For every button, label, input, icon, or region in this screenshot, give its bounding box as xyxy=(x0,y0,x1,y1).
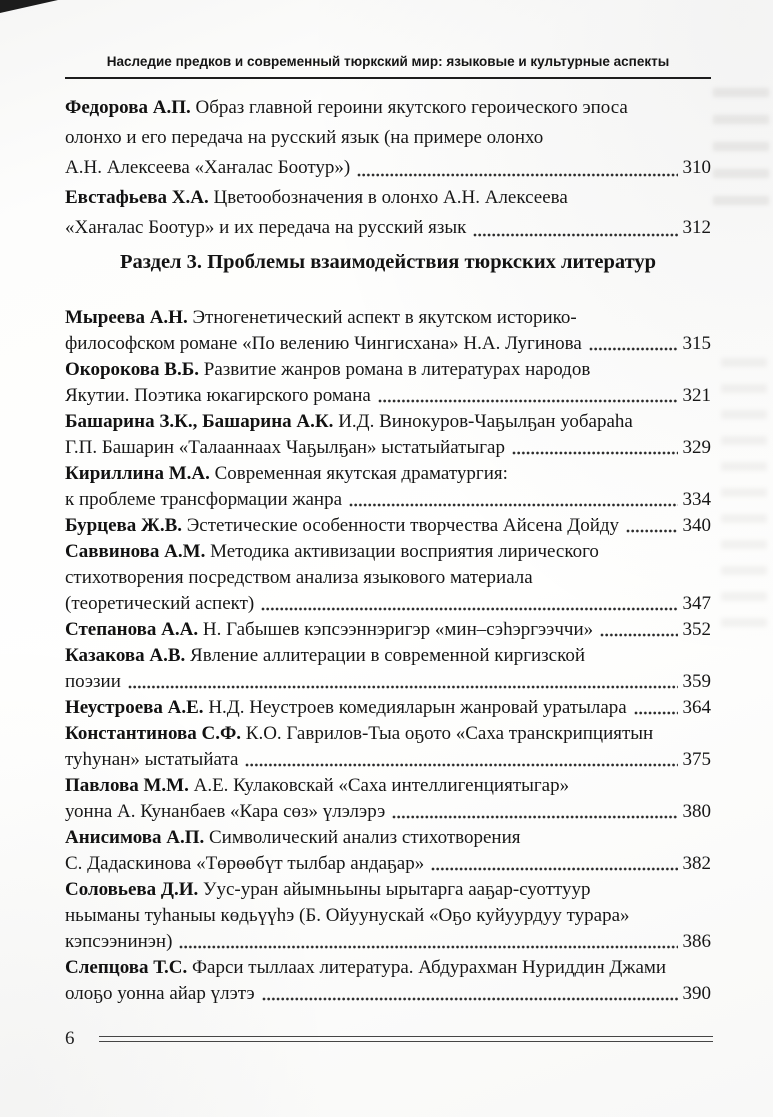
toc-line xyxy=(65,643,711,669)
toc-entry xyxy=(65,305,711,357)
dot-leader xyxy=(431,865,677,872)
dot-leader xyxy=(600,631,677,638)
dot-leader xyxy=(512,449,678,456)
toc-line xyxy=(65,877,711,903)
toc-line xyxy=(65,669,711,695)
entry-text: Степанова А.А. Н. Габышев кэпсээннэригэр «мин–сэһэргээччи» xyxy=(65,619,594,640)
entry-text: Соловьева Д.И. Уус-уран айымньыны ырытарга ааҕар-суоттуур xyxy=(65,879,591,900)
toc-entry xyxy=(65,93,711,183)
entry-text: Анисимова А.П. Символический анализ стихотворения xyxy=(65,827,521,848)
entry-text: Казакова А.В. Явление аллитерации в современной киргизской xyxy=(65,645,586,666)
dot-leader xyxy=(378,397,678,404)
toc-line xyxy=(65,903,711,929)
entry-author: Кириллина М.А. xyxy=(65,463,215,484)
entry-text: Бурцева Ж.В. Эстетические особенности творчества Айсена Дойду xyxy=(65,515,620,536)
dot-leader xyxy=(357,171,677,178)
entry-author: Павлова М.М. xyxy=(65,775,194,796)
entry-text: Федорова А.П. Образ главной героини якутского героического эпоса xyxy=(65,97,628,118)
dot-leader xyxy=(179,943,677,950)
entry-page-number: 329 xyxy=(682,437,711,458)
toc-entry xyxy=(65,877,711,955)
entry-author: Казакова А.В. xyxy=(65,645,191,666)
toc-entry xyxy=(65,721,711,773)
running-header xyxy=(65,54,711,79)
entry-page-number: 375 xyxy=(682,749,711,770)
toc-line xyxy=(65,409,711,435)
entry-author: Башарина З.К., Башарина А.К. xyxy=(65,411,339,432)
toc-line xyxy=(65,435,711,461)
toc-entry xyxy=(65,773,711,825)
running-header-text: Наследие предков и современный тюркский мир: языковые и культурные аспекты xyxy=(106,54,670,69)
entry-text: Мыреева А.Н. Этногенетический аспект в якутском историко- xyxy=(65,307,577,328)
entry-page-number: 315 xyxy=(682,333,711,354)
toc-line xyxy=(65,513,711,539)
entry-text: Якутии. Поэтика юкагирского романа xyxy=(65,385,371,406)
entry-text: Константинова С.Ф. К.О. Гаврилов-Тыа оҕото «Саха транскрипциятын xyxy=(65,723,654,744)
entry-text: ньыманы туһаныы көдьүүһэ (Б. Ойуунускай «Оҕо куйуурдуу турара» xyxy=(65,905,630,926)
toc-line xyxy=(65,383,711,409)
dot-leader xyxy=(261,605,677,612)
entry-author: Федорова А.П. xyxy=(65,97,196,118)
entry-text: стихотворения посредством анализа языкового материала xyxy=(65,567,533,588)
entry-text: Слепцова Т.С. Фарси тыллаах литература. Абдурахман Нуриддин Джами xyxy=(65,957,667,978)
toc-entry xyxy=(65,643,711,695)
toc-entry xyxy=(65,409,711,461)
folio-page-number: 6 xyxy=(65,1028,75,1049)
entry-text: Павлова М.М. А.Е. Кулаковскай «Саха интеллигенциятыгар» xyxy=(65,775,570,796)
toc-line xyxy=(65,487,711,513)
entry-page-number: 340 xyxy=(682,515,711,536)
entry-author: Слепцова Т.С. xyxy=(65,957,192,978)
dot-leader xyxy=(128,683,678,690)
toc-line xyxy=(65,695,711,721)
toc-line xyxy=(65,213,711,243)
toc-line xyxy=(65,773,711,799)
dot-leader xyxy=(626,527,677,534)
toc-line xyxy=(65,825,711,851)
dot-leader xyxy=(392,813,677,820)
toc-entry xyxy=(65,539,711,617)
dot-leader xyxy=(589,345,678,352)
dot-leader xyxy=(473,231,677,238)
entry-text: уонна А. Кунанбаев «Кара сөз» үлэлэрэ xyxy=(65,801,386,822)
dot-leader xyxy=(349,501,677,508)
toc-list xyxy=(65,93,711,1007)
entry-page-number: 386 xyxy=(682,931,711,952)
toc-line xyxy=(65,357,711,383)
entry-author: Неустроева А.Е. xyxy=(65,697,209,718)
entry-page-number: 347 xyxy=(682,593,711,614)
entry-author: Окорокова В.Б. xyxy=(65,359,204,380)
entry-text: (теоретический аспект) xyxy=(65,593,255,614)
toc-line xyxy=(65,591,711,617)
toc-line xyxy=(65,183,711,213)
toc-line xyxy=(65,981,711,1007)
toc-line xyxy=(65,955,711,981)
toc-line xyxy=(65,331,711,357)
toc-line xyxy=(65,929,711,955)
toc-line xyxy=(65,93,711,123)
toc-entry xyxy=(65,955,711,1007)
toc-line xyxy=(65,747,711,773)
entry-page-number: 382 xyxy=(682,853,711,874)
entry-text: «Хаҥалас Боотур» и их передача на русский язык xyxy=(65,217,467,238)
entry-page-number: 364 xyxy=(682,697,711,718)
entry-author: Бурцева Ж.В. xyxy=(65,515,187,536)
entry-author: Анисимова А.П. xyxy=(65,827,209,848)
toc-entry xyxy=(65,825,711,877)
scan-corner-artifact xyxy=(0,0,58,13)
toc-entry xyxy=(65,513,711,539)
dot-leader xyxy=(245,761,677,768)
page-content xyxy=(65,0,711,1007)
entry-text: А.Н. Алексеева «Хаҥалас Боотур») xyxy=(65,157,351,178)
entry-author: Степанова А.А. xyxy=(65,619,203,640)
entry-page-number: 390 xyxy=(682,983,711,1004)
entry-text: олонхо и его передача на русский язык (на примере олонхо xyxy=(65,127,544,148)
footer-double-rule xyxy=(99,1036,714,1042)
entry-author: Соловьева Д.И. xyxy=(65,879,204,900)
entry-text: С. Дадаскинова «Төрөөбүт тылбар андаҕар» xyxy=(65,853,425,874)
toc-line xyxy=(65,539,711,565)
toc-line xyxy=(65,617,711,643)
entry-text: философском романе «По велению Чингисхана» Н.А. Лугинова xyxy=(65,333,582,354)
toc-entry xyxy=(65,461,711,513)
toc-line xyxy=(65,799,711,825)
entry-author: Мыреева А.Н. xyxy=(65,307,193,328)
entry-page-number: 312 xyxy=(682,217,711,238)
toc-entry xyxy=(65,617,711,643)
page-footer xyxy=(65,1028,713,1050)
toc-line xyxy=(65,721,711,747)
entry-text: поэзии xyxy=(65,671,121,692)
entry-author: Константинова С.Ф. xyxy=(65,723,246,744)
toc-line xyxy=(65,153,711,183)
entry-text: Евстафьева Х.А. Цветообозначения в олонхо А.Н. Алексеева xyxy=(65,187,568,208)
entry-text: туһунан» ыстатыйата xyxy=(65,749,239,770)
section-heading: Раздел 3. Проблемы взаимодействия тюркских литератур xyxy=(119,251,657,273)
dot-leader xyxy=(262,995,678,1002)
toc-line xyxy=(65,851,711,877)
toc-line xyxy=(65,461,711,487)
scan-bleed-artifact xyxy=(721,358,767,638)
entry-page-number: 359 xyxy=(682,671,711,692)
entry-author: Саввинова А.М. xyxy=(65,541,211,562)
entry-text: кэпсээнинэн) xyxy=(65,931,173,952)
entry-text: Кириллина М.А. Современная якутская драматургия: xyxy=(65,463,508,484)
dot-leader xyxy=(634,709,678,716)
entry-text: Окорокова В.Б. Развитие жанров романа в литературах народов xyxy=(65,359,591,380)
toc-line xyxy=(65,305,711,331)
entry-text: Башарина З.К., Башарина А.К. И.Д. Винокуров-Чаҕылҕан уобараһа xyxy=(65,411,633,432)
entry-text: олоҕо уонна айар үлэтэ xyxy=(65,983,255,1004)
entry-page-number: 310 xyxy=(682,157,711,178)
toc-entry xyxy=(65,695,711,721)
entry-page-number: 380 xyxy=(682,801,711,822)
entry-text: Неустроева А.Е. Н.Д. Неустроев комедияларын жанровай уратылара xyxy=(65,697,627,718)
entry-page-number: 334 xyxy=(682,489,711,510)
toc-entry xyxy=(65,357,711,409)
entry-text: Г.П. Башарин «Талааннаах Чаҕылҕан» ыстатыйатыгар xyxy=(65,437,505,458)
entry-author: Евстафьева Х.А. xyxy=(65,187,214,208)
toc-line xyxy=(65,565,711,591)
entry-text: Саввинова А.М. Методика активизации восприятия лирического xyxy=(65,541,599,562)
entry-text: к проблеме трансформации жанра xyxy=(65,489,343,510)
entry-page-number: 352 xyxy=(682,619,711,640)
entry-page-number: 321 xyxy=(682,385,711,406)
scan-bleed-artifact xyxy=(713,88,769,218)
toc-line xyxy=(65,123,711,153)
toc-entry xyxy=(65,183,711,243)
